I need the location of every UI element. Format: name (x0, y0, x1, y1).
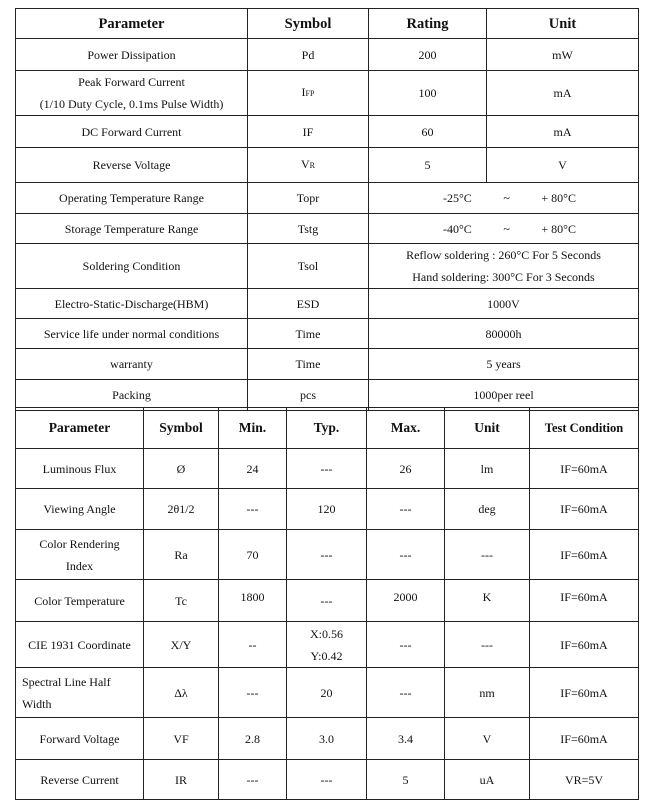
param-line: Spectral Line Half (22, 674, 111, 689)
max-cell: 3.4 (367, 718, 445, 760)
min-cell: --- (219, 760, 287, 800)
unit-cell: nm (445, 668, 530, 718)
unit-cell: lm (445, 449, 530, 489)
rating-cell: 5 (369, 148, 487, 183)
min-cell: -- (219, 622, 287, 668)
table-row (16, 760, 639, 800)
table-row (16, 580, 639, 622)
max-cell: 2000 (367, 580, 445, 622)
symbol-cell (248, 71, 369, 116)
param-line: Width (22, 696, 52, 711)
table-row (16, 530, 639, 580)
rating-cell (369, 183, 639, 214)
rating-high: + 80°C (541, 221, 576, 236)
min-cell: 24 (219, 449, 287, 489)
unit-cell: mA (487, 116, 639, 148)
typ-cell: --- (287, 530, 367, 580)
param-cell: Service life under normal conditions (16, 319, 248, 349)
condition-cell: IF=60mA (530, 668, 639, 718)
unit-cell: K (445, 580, 530, 622)
absolute-ratings-table (15, 8, 639, 411)
header-unit: Unit (487, 9, 639, 39)
table-row (16, 380, 639, 411)
param-cell: Packing (16, 380, 248, 411)
max-cell: --- (367, 489, 445, 530)
param-cell: Storage Temperature Range (16, 214, 248, 244)
rating-cell: 1000V (369, 289, 639, 319)
header-max: Max. (367, 408, 445, 449)
table-row (16, 183, 639, 214)
param-cell: DC Forward Current (16, 116, 248, 148)
condition-cell: IF=60mA (530, 489, 639, 530)
min-cell: --- (219, 489, 287, 530)
unit-cell: uA (445, 760, 530, 800)
symbol-cell (248, 148, 369, 183)
symbol-cell: Ø (144, 449, 219, 489)
rating-low: -25°C (443, 191, 472, 205)
table-row (16, 39, 639, 71)
rating-range (371, 218, 636, 240)
symbol-cell: X/Y (144, 622, 219, 668)
rating-cell (369, 214, 639, 244)
symbol-cell: ESD (248, 289, 369, 319)
symbol-cell: Time (248, 319, 369, 349)
param-cell: Reverse Voltage (16, 148, 248, 183)
rating-low: -40°C (443, 221, 472, 236)
unit-cell: mA (487, 71, 639, 116)
param-cell: Reverse Current (16, 760, 144, 800)
max-cell: --- (367, 530, 445, 580)
condition-cell: IF=60mA (530, 530, 639, 580)
param-cell: CIE 1931 Coordinate (16, 622, 144, 668)
rating-line: Reflow soldering : 260°C For 5 Seconds (406, 248, 601, 262)
rating-cell: 80000h (369, 319, 639, 349)
rating-cell: 100 (369, 71, 487, 116)
param-cell: Operating Temperature Range (16, 183, 248, 214)
header-symbol: Symbol (144, 408, 219, 449)
unit-cell: deg (445, 489, 530, 530)
rating-cell (369, 244, 639, 289)
symbol-cell: Pd (248, 39, 369, 71)
table-row (16, 214, 639, 244)
symbol-sub: FP (305, 89, 315, 98)
condition-cell: IF=60mA (530, 580, 639, 622)
param-cell: Color Temperature (16, 580, 144, 622)
table-row (16, 489, 639, 530)
symbol-cell: IR (144, 760, 219, 800)
table-row (16, 349, 639, 380)
unit-cell: V (487, 148, 639, 183)
header-min: Min. (219, 408, 287, 449)
header-parameter: Parameter (16, 408, 144, 449)
table-row (16, 71, 639, 116)
typ-cell: --- (287, 580, 367, 622)
table-row (16, 148, 639, 183)
table-row (16, 622, 639, 668)
symbol-sub: R (309, 161, 315, 170)
rating-cell: 60 (369, 116, 487, 148)
param-cell (16, 530, 144, 580)
param-line: Peak Forward Current (78, 75, 185, 89)
max-cell: --- (367, 668, 445, 718)
typ-line: Y:0.42 (310, 648, 343, 663)
table-header-row (16, 9, 639, 39)
rating-sep: ~ (503, 191, 510, 205)
param-cell (16, 668, 144, 718)
min-cell: --- (219, 668, 287, 718)
symbol-cell: IF (248, 116, 369, 148)
symbol-main: V (300, 157, 310, 171)
param-cell: Forward Voltage (16, 718, 144, 760)
symbol-main: I (301, 85, 306, 99)
table-row (16, 449, 639, 489)
rating-cell: 1000per reel (369, 380, 639, 411)
table-row (16, 319, 639, 349)
param-cell: Viewing Angle (16, 489, 144, 530)
rating-cell: 200 (369, 39, 487, 71)
unit-cell: --- (445, 530, 530, 580)
header-parameter: Parameter (16, 9, 248, 39)
characteristics-table (15, 407, 639, 800)
rating-line: Hand soldering: 300°C For 3 Seconds (412, 270, 595, 284)
param-line: Color Rendering (39, 536, 120, 551)
typ-cell: 3.0 (287, 718, 367, 760)
param-line: Index (65, 558, 94, 573)
typ-cell: 20 (287, 668, 367, 718)
condition-cell: IF=60mA (530, 622, 639, 668)
unit-cell: --- (445, 622, 530, 668)
table-row (16, 668, 639, 718)
symbol-cell: Topr (248, 183, 369, 214)
symbol-cell: pcs (248, 380, 369, 411)
param-cell (16, 71, 248, 116)
header-unit: Unit (445, 408, 530, 449)
rating-range (371, 187, 636, 209)
unit-cell: mW (487, 39, 639, 71)
param-cell: Electro-Static-Discharge(HBM) (16, 289, 248, 319)
header-symbol: Symbol (248, 9, 369, 39)
rating-sep: ~ (503, 221, 510, 236)
param-cell: Luminous Flux (16, 449, 144, 489)
table-row (16, 244, 639, 289)
param-cell: Power Dissipation (16, 39, 248, 71)
param-cell: warranty (16, 349, 248, 380)
max-cell: 5 (367, 760, 445, 800)
param-line: (1/10 Duty Cycle, 0.1ms Pulse Width) (39, 97, 224, 111)
header-rating: Rating (369, 9, 487, 39)
unit-cell: V (445, 718, 530, 760)
condition-cell: VR=5V (530, 760, 639, 800)
header-test-condition: Test Condition (530, 408, 639, 449)
condition-cell: IF=60mA (530, 449, 639, 489)
header-typ: Typ. (287, 408, 367, 449)
symbol-cell: 2θ1/2 (144, 489, 219, 530)
condition-cell: IF=60mA (530, 718, 639, 760)
table-header-row (16, 408, 639, 449)
min-cell: 70 (219, 530, 287, 580)
symbol-cell: Time (248, 349, 369, 380)
typ-cell: --- (287, 449, 367, 489)
symbol-cell: VF (144, 718, 219, 760)
typ-line: X:0.56 (310, 626, 343, 641)
rating-high: + 80°C (541, 191, 576, 205)
table-row (16, 718, 639, 760)
typ-cell: --- (287, 760, 367, 800)
min-cell: 2.8 (219, 718, 287, 760)
param-cell: Soldering Condition (16, 244, 248, 289)
typ-cell (287, 622, 367, 668)
table-row (16, 289, 639, 319)
max-cell: --- (367, 622, 445, 668)
min-cell: 1800 (219, 580, 287, 622)
symbol-cell: Ra (144, 530, 219, 580)
rating-cell: 5 years (369, 349, 639, 380)
symbol-cell: Tsol (248, 244, 369, 289)
max-cell: 26 (367, 449, 445, 489)
symbol-cell: Tc (144, 580, 219, 622)
table-row (16, 116, 639, 148)
symbol-cell: Tstg (248, 214, 369, 244)
symbol-cell: Δλ (144, 668, 219, 718)
typ-cell: 120 (287, 489, 367, 530)
